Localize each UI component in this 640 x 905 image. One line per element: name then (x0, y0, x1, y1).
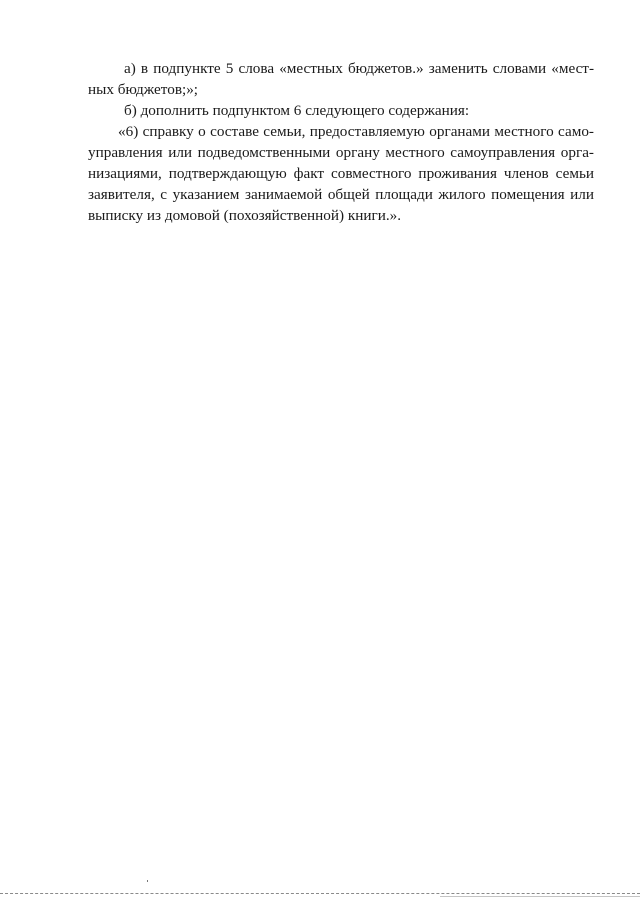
quoted-subitem-line-4: заявителя, с указанием занимаемой общей площади жилого помещения или (88, 186, 594, 203)
paragraph-a-line-1: а) в подпункте 5 слова «местных бюджетов.» заменить словами «мест- (124, 60, 594, 77)
quoted-subitem-line-1: «6) справку о составе семьи, предоставляемую органами местного само- (118, 123, 594, 140)
page-bottom-rule (0, 893, 640, 894)
quoted-subitem-line-2: управления или подведомственными органу местного самоуправления орга- (88, 144, 594, 161)
document-body (88, 58, 594, 226)
paragraph-b-line-1: б) дополнить подпунктом 6 следующего содержания: (124, 102, 470, 119)
quoted-subitem-line-3: низациями, подтверждающую факт совместного проживания членов семьи (88, 165, 594, 182)
paragraph-a-line-2: ных бюджетов;»; (88, 81, 199, 98)
scan-artifact (147, 880, 148, 882)
page-bottom-rule-secondary (440, 896, 640, 897)
quoted-subitem-line-5: выписку из домовой (похозяйственной) книги.». (88, 207, 402, 224)
